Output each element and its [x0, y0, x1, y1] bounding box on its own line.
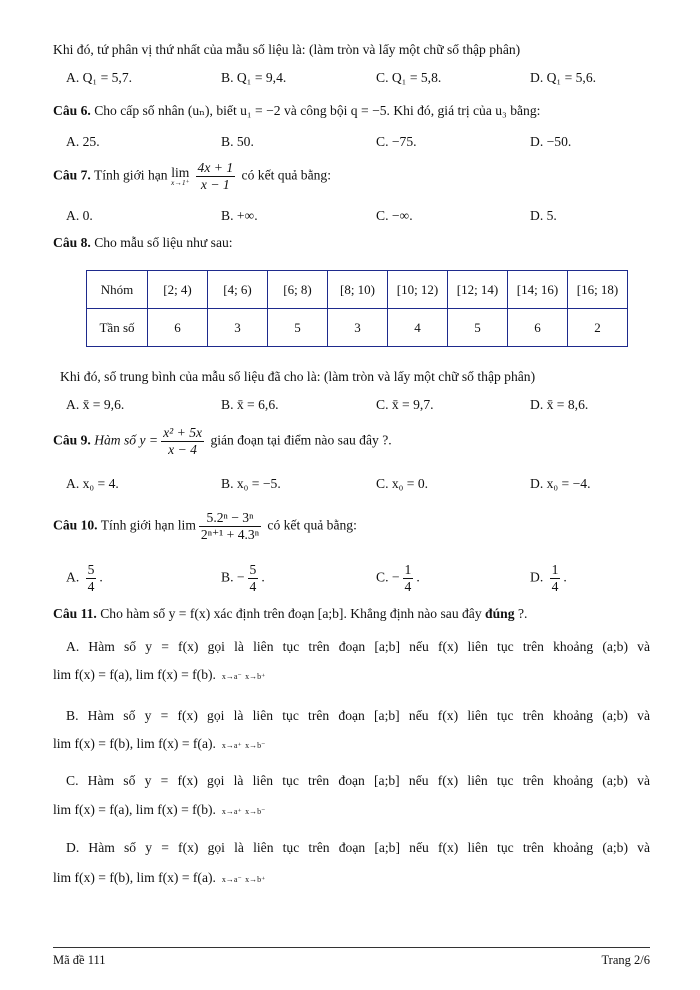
q7-post: có kết quả bằng:: [241, 167, 332, 183]
q10-label: Câu 10.: [53, 517, 98, 533]
q6-option-c[interactable]: C. −75.: [376, 134, 417, 149]
table-cell: 2: [568, 309, 628, 347]
q9-stem: [53, 425, 650, 458]
q7-denominator: x − 1: [200, 177, 230, 192]
q11-option-d-line2: lim f(x) = f(b), lim f(x) = f(a).: [53, 870, 216, 885]
table-cell: [2; 4): [148, 271, 208, 309]
q8-after-text: Khi đó, số trung bình của mẫu số liệu đã cho là: (làm tròn và lấy một chữ số thập phân): [60, 369, 536, 384]
q11-option-c-cont: [53, 802, 650, 818]
q11-option-c-sub1: x→a⁺: [221, 807, 242, 816]
q10-options: [0, 562, 700, 602]
q10-option-c-sign: −: [391, 569, 400, 585]
q10-lim-word: lim: [177, 517, 196, 533]
q10-option-b-letter: B.: [221, 569, 234, 585]
table-cell: [16; 18): [568, 271, 628, 309]
q10-option-b-sign: −: [236, 569, 245, 585]
table-cell: [8; 10): [328, 271, 388, 309]
q11-option-b[interactable]: B. Hàm số y = f(x) gọi là liên tục trên đoạn [a;b] nếu f(x) liên tục trên khoảng (a;b) và: [66, 708, 650, 723]
q5-stem-continuation: Khi đó, tứ phân vị thứ nhất của mẫu số liệu là: (làm tròn và lấy một chữ số thập phân): [53, 42, 521, 57]
q10-option-d-letter: D.: [530, 569, 544, 585]
table-cell: 3: [208, 309, 268, 347]
q10-post: có kết quả bằng:: [267, 517, 357, 533]
q7-lim-sub: x→1⁺: [170, 178, 190, 187]
q7-numerator: 4x + 1: [197, 160, 234, 175]
q11-option-d[interactable]: D. Hàm số y = f(x) gọi là liên tục trên đoạn [a;b] nếu f(x) liên tục trên khoảng (a;b) và: [66, 840, 650, 855]
q8-label: Câu 8.: [53, 235, 91, 250]
data-table: [86, 270, 628, 347]
q8-option-c[interactable]: C. x̄ = 9,7.: [376, 397, 434, 412]
q10-pre: Tính giới hạn: [100, 517, 175, 533]
q6-stem: [53, 103, 650, 119]
q7-fraction: [196, 160, 236, 193]
q8-option-b[interactable]: B. x̄ = 6,6.: [221, 397, 279, 412]
q10-option-c-fraction: [403, 562, 414, 595]
q11-text-pre: Cho hàm số y = f(x) xác định trên đoạn [a;b]. Khẳng định nào sau đây: [100, 606, 482, 621]
q11-option-b-sub1: x→a⁺: [221, 741, 242, 750]
footer-exam-code: Mã đề 111: [53, 953, 106, 967]
table-cell: [10; 12): [388, 271, 448, 309]
q9-label: Câu 9.: [53, 432, 91, 448]
q7-option-b[interactable]: B. +∞.: [221, 208, 258, 223]
table-cell: 6: [148, 309, 208, 347]
table-cell: 5: [268, 309, 328, 347]
q6-option-a[interactable]: A. 25.: [66, 134, 100, 149]
q10-option-a-den: 4: [87, 579, 95, 594]
table-cell: 6: [508, 309, 568, 347]
q11-option-a-sub1: x→a⁻: [221, 672, 242, 681]
q10-option-d-num: 1: [551, 562, 559, 577]
q10-option-d-den: 4: [551, 579, 559, 594]
q5-option-b[interactable]: B. Q₁ = 9,4.: [221, 70, 287, 85]
q10-stem: [53, 510, 650, 543]
q10-option-c-letter: C.: [376, 569, 389, 585]
q10-option-c-num: 1: [404, 562, 412, 577]
q7-label: Câu 7.: [53, 167, 91, 183]
q10-option-a-num: 5: [87, 562, 95, 577]
table-cell: 3: [328, 309, 388, 347]
q11-option-b-sub2: x→b⁻: [245, 741, 266, 750]
table-cell: [14; 16): [508, 271, 568, 309]
q8-text: Cho mẫu số liệu như sau:: [94, 235, 233, 250]
q6-text: Cho cấp số nhân (uₙ), biết u₁ = −2 và công bội q = −5. Khi đó, giá trị của u₃ bằng:: [94, 103, 541, 118]
q11-option-b-line2: lim f(x) = f(b), lim f(x) = f(a).: [53, 736, 216, 751]
q8-stem: [53, 235, 650, 251]
q10-numerator: 5.2ⁿ − 3ⁿ: [199, 510, 261, 527]
footer-divider: [53, 947, 650, 948]
q10-denominator: 2ⁿ⁺¹ + 4.3ⁿ: [200, 527, 259, 542]
q5-option-c[interactable]: C. Q₁ = 5,8.: [376, 70, 442, 85]
q10-option-d-fraction: [550, 562, 561, 595]
table-row: [87, 309, 628, 347]
q10-option-b-den: 4: [249, 579, 257, 594]
q9-option-d[interactable]: D. x₀ = −4.: [530, 476, 591, 491]
q10-fraction: [199, 510, 261, 543]
table-header-group: Nhóm: [87, 271, 148, 309]
q11-option-d-cont: [53, 870, 650, 886]
q11-stem: [53, 606, 650, 622]
table-cell: 5: [448, 309, 508, 347]
q7-option-d[interactable]: D. 5.: [530, 208, 557, 223]
q7-option-a[interactable]: A. 0.: [66, 208, 93, 223]
table-row: [87, 271, 628, 309]
q9-fraction: [161, 425, 204, 458]
q11-option-c[interactable]: C. Hàm số y = f(x) gọi là liên tục trên đoạn [a;b] nếu f(x) liên tục trên khoảng (a;b) và: [66, 773, 650, 788]
q6-option-d[interactable]: D. −50.: [530, 134, 572, 149]
q11-text-post: ?.: [517, 606, 528, 621]
q7-pre: Tính giới hạn: [93, 167, 168, 183]
q6-options: [0, 134, 700, 156]
q8-option-a[interactable]: A. x̄ = 9,6.: [66, 397, 125, 412]
table-cell: [12; 14): [448, 271, 508, 309]
q10-option-b-fraction: [248, 562, 259, 595]
q10-option-a-fraction: [86, 562, 97, 595]
q9-pre: Hàm số y =: [94, 432, 159, 448]
q9-denominator: x − 4: [168, 442, 197, 457]
q10-option-b[interactable]: B. − $\frac{5}{4}$ .: [221, 562, 265, 594]
table-cell: 4: [388, 309, 448, 347]
q7-option-c[interactable]: C. −∞.: [376, 208, 413, 223]
q6-label: Câu 6.: [53, 103, 91, 118]
q5-option-a[interactable]: A. Q₁ = 5,7.: [66, 70, 133, 85]
q11-option-c-sub2: x→b⁻: [245, 807, 266, 816]
footer-page-number: Trang 2/6: [601, 953, 650, 967]
q10-option-c-den: 4: [404, 579, 412, 594]
q9-option-c[interactable]: C. x₀ = 0.: [376, 476, 429, 491]
q11-emph: đúng: [485, 606, 515, 621]
q11-option-d-sub1: x→a⁻: [221, 875, 242, 884]
q10-option-a-letter: A.: [66, 569, 80, 585]
table-cell: [4; 6): [208, 271, 268, 309]
q9-option-b[interactable]: B. x₀ = −5.: [221, 476, 281, 491]
table-header-freq: Tần số: [87, 309, 148, 347]
q11-option-a-cont: [53, 667, 650, 683]
q7-lim-word: lim: [171, 165, 190, 180]
q9-option-a[interactable]: A. x₀ = 4.: [66, 476, 119, 491]
q7-stem: [53, 160, 650, 193]
q9-numerator: x² + 5x: [163, 425, 203, 440]
q10-option-c[interactable]: C. − $\frac{1}{4}$ .: [376, 562, 420, 594]
q5-option-d[interactable]: D. Q₁ = 5,6.: [530, 70, 597, 85]
q11-option-d-sub2: x→b⁺: [245, 875, 266, 884]
q10-option-a[interactable]: A. $\frac{5}{4}$ .: [66, 562, 103, 594]
q9-options: [0, 476, 700, 498]
q11-option-a-line2: lim f(x) = f(a), lim f(x) = f(b).: [53, 667, 216, 682]
q8-options: [0, 397, 700, 419]
q5-options: [0, 70, 700, 92]
q9-post: gián đoạn tại điểm nào sau đây ?.: [210, 432, 392, 448]
q7-limit: [171, 166, 190, 187]
table-cell: [6; 8): [268, 271, 328, 309]
q11-option-b-cont: [53, 736, 650, 752]
q11-option-a[interactable]: A. Hàm số y = f(x) gọi là liên tục trên đoạn [a;b] nếu f(x) liên tục trên khoảng (a;b) và: [66, 639, 650, 654]
q11-label: Câu 11.: [53, 606, 97, 621]
q10-option-b-num: 5: [249, 562, 257, 577]
q11-option-c-line2: lim f(x) = f(a), lim f(x) = f(b).: [53, 802, 216, 817]
q6-option-b[interactable]: B. 50.: [221, 134, 254, 149]
q7-options: [0, 208, 700, 230]
q8-option-d[interactable]: D. x̄ = 8,6.: [530, 397, 589, 412]
q10-option-d[interactable]: D. $\frac{1}{4}$ .: [530, 562, 567, 594]
q11-option-a-sub2: x→b⁺: [245, 672, 266, 681]
